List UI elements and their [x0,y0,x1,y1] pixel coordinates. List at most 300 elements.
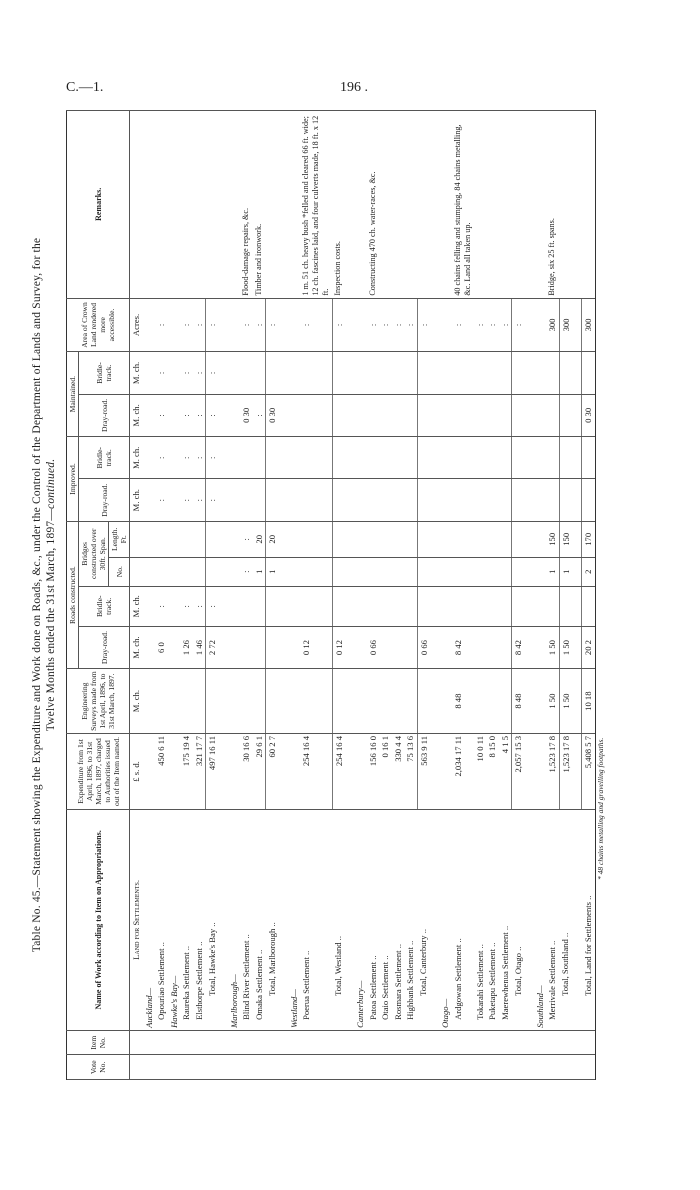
mb-cell [354,352,367,394]
exp-cell: 1,523 17 8 [559,734,572,810]
spacer-cell [525,394,534,436]
vote-cell [240,1055,253,1080]
vote-cell [155,1055,168,1080]
spacer-cell [279,734,288,810]
bridle-cell [253,586,266,626]
unit-mnt-dray: M. ch. [130,394,143,436]
spacer-cell [219,1055,228,1080]
name-cell: Puketapu Settlement .. [486,809,499,1030]
rotated-table-stage [30,110,630,1080]
len-cell [354,521,367,557]
total-row [582,111,596,1080]
eng-cell [143,669,156,734]
spacer-cell [345,352,354,394]
eng-cell [206,669,219,734]
ac-cell: : [417,298,430,352]
item-cell [546,1030,559,1055]
name-cell: Raureka Settlement .. [180,809,193,1030]
mb-cell [288,352,301,394]
ma-cell [452,394,474,436]
name-cell: Merrivale Settlement .. [546,809,559,1030]
remarks-cell: 1 m. 51 ch. heavy bush *felled and cleared 66 ft. wide; 12 ch. fascines laid, and four culverts made, 18 ft. x 12 ft. [300,111,332,299]
caption-sub-line [44,110,58,1080]
len-cell [288,521,301,557]
dray-cell: 1 50 [546,626,559,668]
ma-cell: 0 30 [266,394,279,436]
item-cell [300,1030,332,1055]
table-row [452,111,474,1080]
name-cell: Patoa Settlement .. [367,809,380,1030]
mb-cell: : [155,352,168,394]
unit-acres: Acres. [130,298,143,352]
ac-cell [168,298,181,352]
table-row [474,111,487,1080]
exp-cell: 60 2 7 [266,734,279,810]
ac-cell: : [193,298,206,352]
ib-cell [253,437,266,479]
ia-cell [143,479,156,521]
eng-cell [417,669,430,734]
ac-cell: : [474,298,487,352]
name-cell: Maerewhenua Settlement .. [499,809,512,1030]
mb-cell: : [206,352,219,394]
rc-bridle-header: Bridle-track. [79,586,130,626]
remarks-cell [168,111,181,299]
remarks-cell [534,111,547,299]
ma-cell [367,394,380,436]
name-header: Name of Work according to Item on Appropriations. [67,809,130,1030]
exp-cell [354,734,367,810]
spacer-cell [345,298,354,352]
mb-cell [300,352,332,394]
mb-cell [486,352,499,394]
ib-cell [332,437,345,479]
dray-cell: 0 12 [300,626,332,668]
unit-exp: £ s. d. [130,734,143,810]
ib-cell [534,437,547,479]
item-cell [439,1030,452,1055]
mb-cell [546,352,559,394]
exp-cell: 156 16 0 [367,734,380,810]
mb-cell [404,352,417,394]
ma-cell [512,394,525,436]
mb-cell [474,352,487,394]
spacer-cell [279,557,288,586]
len-cell [417,521,430,557]
name-cell: Canterbury— [354,809,367,1030]
name-cell: Total, Canterbury .. [417,809,430,1030]
len-cell [228,521,241,557]
ib-cell [417,437,430,479]
dray-cell [392,626,405,668]
len-cell: 150 [559,521,572,557]
mb-cell [228,352,241,394]
table-caption [30,110,58,1080]
spacer-cell [430,1030,439,1055]
eng-cell [288,669,301,734]
eng-cell: 1 50 [546,669,559,734]
bridle-cell: : [206,586,219,626]
remarks-cell: Inspection costs. [332,111,345,299]
spacer-cell [525,1055,534,1080]
ac-cell [228,298,241,352]
spacer-cell [572,809,582,1030]
ma-cell: 0 30 [582,394,596,436]
vote-cell [266,1055,279,1080]
len-cell [180,521,193,557]
item-cell [168,1030,181,1055]
spacer-cell [430,626,439,668]
table-row [404,111,417,1080]
no-cell [288,557,301,586]
eng-cell [439,669,452,734]
ia-cell [486,479,499,521]
ib-cell [143,437,156,479]
ac-cell: : [379,298,392,352]
item-cell [143,1030,156,1055]
bridle-cell [439,586,452,626]
spacer-cell [572,586,582,626]
eng-cell [499,669,512,734]
spacer-cell [572,521,582,557]
item-cell [512,1030,525,1055]
mb-cell [452,352,474,394]
ia-cell [404,479,417,521]
spacer-cell [219,479,228,521]
unit-rc-dray: M. ch. [130,626,143,668]
caption-cont: continued. [45,458,57,509]
exp-cell: 8 15 0 [486,734,499,810]
spacer-cell [345,1030,354,1055]
spacer-cell [430,521,439,557]
ia-cell: : [180,479,193,521]
spacer-cell [345,734,354,810]
mb-cell [143,352,156,394]
ib-cell [404,437,417,479]
ib-cell [486,437,499,479]
spacer-cell [430,669,439,734]
spacer-cell [430,557,439,586]
remarks-cell [439,111,452,299]
item-cell [486,1030,499,1055]
vote-cell [143,1055,156,1080]
ma-cell: : [253,394,266,436]
item-cell [354,1030,367,1055]
region-row [534,111,547,1080]
len-cell [379,521,392,557]
ac-cell: : [180,298,193,352]
name-cell: Total, Hawke's Bay .. [206,809,219,1030]
dray-cell [486,626,499,668]
spacer-cell [572,394,582,436]
item-cell [559,1030,572,1055]
ac-cell: : [266,298,279,352]
len-cell: 20 [266,521,279,557]
dray-cell: 20 2 [582,626,596,668]
dray-cell [228,626,241,668]
spacer-cell [525,437,534,479]
eng-cell [367,669,380,734]
remarks-cell [417,111,430,299]
spacer-cell [430,1055,439,1080]
ma-cell [392,394,405,436]
vote-cell [474,1055,487,1080]
spacer-row [525,111,534,1080]
mb-cell [168,352,181,394]
eng-cell [332,669,345,734]
len-cell [439,521,452,557]
spacer-cell [525,734,534,810]
exp-cell: 29 6 1 [253,734,266,810]
ia-cell [512,479,525,521]
no-cell [143,557,156,586]
vote-cell [417,1055,430,1080]
region-row [439,111,452,1080]
spacer-cell [345,479,354,521]
item-cell [582,1030,596,1055]
table-row [240,111,253,1080]
section-title: Land for Settlements. [130,809,143,1030]
name-cell: Total, Land for Settlements .. [582,809,596,1030]
ib-cell [240,437,253,479]
ac-cell [534,298,547,352]
ia-cell [392,479,405,521]
bridges-length-header: Length. Ft. [109,521,130,557]
table-row [486,111,499,1080]
vote-cell [486,1055,499,1080]
ma-cell [474,394,487,436]
bridle-cell [288,586,301,626]
bridle-cell [266,586,279,626]
mb-cell [392,352,405,394]
spacer-cell [572,669,582,734]
spacer-cell [572,1055,582,1080]
spacer-cell [345,111,354,299]
len-cell: : [240,521,253,557]
dray-cell: 8 42 [452,626,474,668]
bridle-cell: : [155,586,168,626]
exp-cell: 2,034 17 11 [452,734,474,810]
dray-cell: 0 66 [367,626,380,668]
len-cell [404,521,417,557]
table-row [253,111,266,1080]
vote-cell [367,1055,380,1080]
ma-cell [379,394,392,436]
no-cell [367,557,380,586]
bridle-cell [534,586,547,626]
ma-cell [486,394,499,436]
spacer-cell [525,626,534,668]
ia-cell [168,479,181,521]
item-cell [499,1030,512,1055]
ac-cell: : [499,298,512,352]
ia-cell [499,479,512,521]
bridges-no-header: No. [109,557,130,586]
roads-constructed-header: Roads constructed. [67,521,79,668]
no-cell [206,557,219,586]
spacer-cell [525,557,534,586]
spacer-cell [572,734,582,810]
dray-cell [354,626,367,668]
remarks-cell [512,111,525,299]
ib-cell [168,437,181,479]
len-cell [486,521,499,557]
remarks-cell [206,111,219,299]
no-cell: : [240,557,253,586]
name-cell: Otago— [439,809,452,1030]
spacer-cell [572,479,582,521]
remarks-cell [193,111,206,299]
remarks-cell [228,111,241,299]
no-cell [392,557,405,586]
ac-cell: : [155,298,168,352]
caption-main: Table No. 45.—Statement showing the Expenditure and Work done on Roads, &c., under the Control of the Department of Lands and Survey, for the [31,237,43,953]
item-cell [474,1030,487,1055]
item-cell [193,1030,206,1055]
spacer-cell [219,298,228,352]
remarks-cell: Bridge, six 25 ft. spans. [546,111,559,299]
ma-cell [534,394,547,436]
bridle-cell [546,586,559,626]
eng-cell [404,669,417,734]
eng-cell [193,669,206,734]
spacer-cell [219,394,228,436]
region-row [143,111,156,1080]
vote-cell [168,1055,181,1080]
spacer-row [279,111,288,1080]
ia-cell [332,479,345,521]
ma-cell: 0 30 [240,394,253,436]
exp-cell: 321 17 7 [193,734,206,810]
ib-cell [228,437,241,479]
item-cell [266,1030,279,1055]
table-row [392,111,405,1080]
eng-cell [240,669,253,734]
remarks-cell [404,111,417,299]
bridle-cell [474,586,487,626]
ib-cell [288,437,301,479]
bridle-cell [512,586,525,626]
ia-cell [300,479,332,521]
remarks-cell [582,111,596,299]
vote-cell [559,1055,572,1080]
ia-cell [559,479,572,521]
len-cell [206,521,219,557]
ma-cell [168,394,181,436]
page-number: 196 . [340,80,368,95]
total-row [206,111,219,1080]
spacer-cell [525,111,534,299]
spacer-cell [572,298,582,352]
exp-cell: 563 9 11 [417,734,430,810]
spacer-cell [430,437,439,479]
ac-cell: : [404,298,417,352]
exp-cell [143,734,156,810]
ib-cell [452,437,474,479]
bridle-cell: : [193,586,206,626]
ib-cell [379,437,392,479]
imp-dray-header: Dray-road. [79,479,130,521]
eng-cell: 1 50 [559,669,572,734]
dray-cell: 6 0 [155,626,168,668]
name-cell: Ardgowan Settlement .. [452,809,474,1030]
name-cell: Total, Otago .. [512,809,525,1030]
spacer-cell [525,809,534,1030]
mb-cell [582,352,596,394]
ac-cell [143,298,156,352]
expenditure-header: Expenditure from 1st April, 1896, to 31st March, 1897, charged to Authorities issued out of the Item named. [67,734,130,810]
eng-cell [253,669,266,734]
len-cell [512,521,525,557]
len-cell: 20 [253,521,266,557]
len-cell [143,521,156,557]
name-cell: Opouriao Settlement .. [155,809,168,1030]
remarks-cell [499,111,512,299]
spacer-cell [279,669,288,734]
item-cell [404,1030,417,1055]
spacer-cell [572,437,582,479]
no-cell [499,557,512,586]
spacer-cell [219,669,228,734]
engineering-header: Engineering Surveys made from 1st April, 1896, to 31st March, 1897. [67,669,130,734]
mb-cell: : [193,352,206,394]
mb-cell [559,352,572,394]
bridle-cell [559,586,572,626]
len-cell [367,521,380,557]
name-cell: Westland— [288,809,301,1030]
spacer-cell [430,809,439,1030]
ma-cell: : [155,394,168,436]
vote-cell [206,1055,219,1080]
exp-cell: 330 4 4 [392,734,405,810]
spacer-cell [219,437,228,479]
no-cell [404,557,417,586]
spacer-cell [525,479,534,521]
remarks-cell [354,111,367,299]
spacer-cell [525,298,534,352]
footnote: * 48 chains metalling and gravelling footpaths. [596,737,605,880]
mb-cell: : [180,352,193,394]
eng-cell [486,669,499,734]
no-cell [486,557,499,586]
spacer-cell [345,809,354,1030]
spacer-cell [219,734,228,810]
eng-cell [300,669,332,734]
exp-cell: 30 16 6 [240,734,253,810]
eng-cell: 8 48 [452,669,474,734]
no-cell [354,557,367,586]
exp-cell: 175 19 4 [180,734,193,810]
total-row [417,111,430,1080]
region-row [168,111,181,1080]
dray-cell [404,626,417,668]
mb-cell [379,352,392,394]
ac-cell: : [253,298,266,352]
vote-cell [512,1055,525,1080]
bridges-header: Bridges constructed over 30ft. Span. [79,521,109,586]
exp-cell: 1,523 17 8 [546,734,559,810]
eng-cell [392,669,405,734]
bridle-cell [486,586,499,626]
dray-cell [253,626,266,668]
eng-cell: 10 18 [582,669,596,734]
mb-cell [512,352,525,394]
name-cell: Blind River Settlement .. [240,809,253,1030]
vote-cell [439,1055,452,1080]
spacer-cell [279,298,288,352]
vote-cell [354,1055,367,1080]
spacer-cell [279,809,288,1030]
